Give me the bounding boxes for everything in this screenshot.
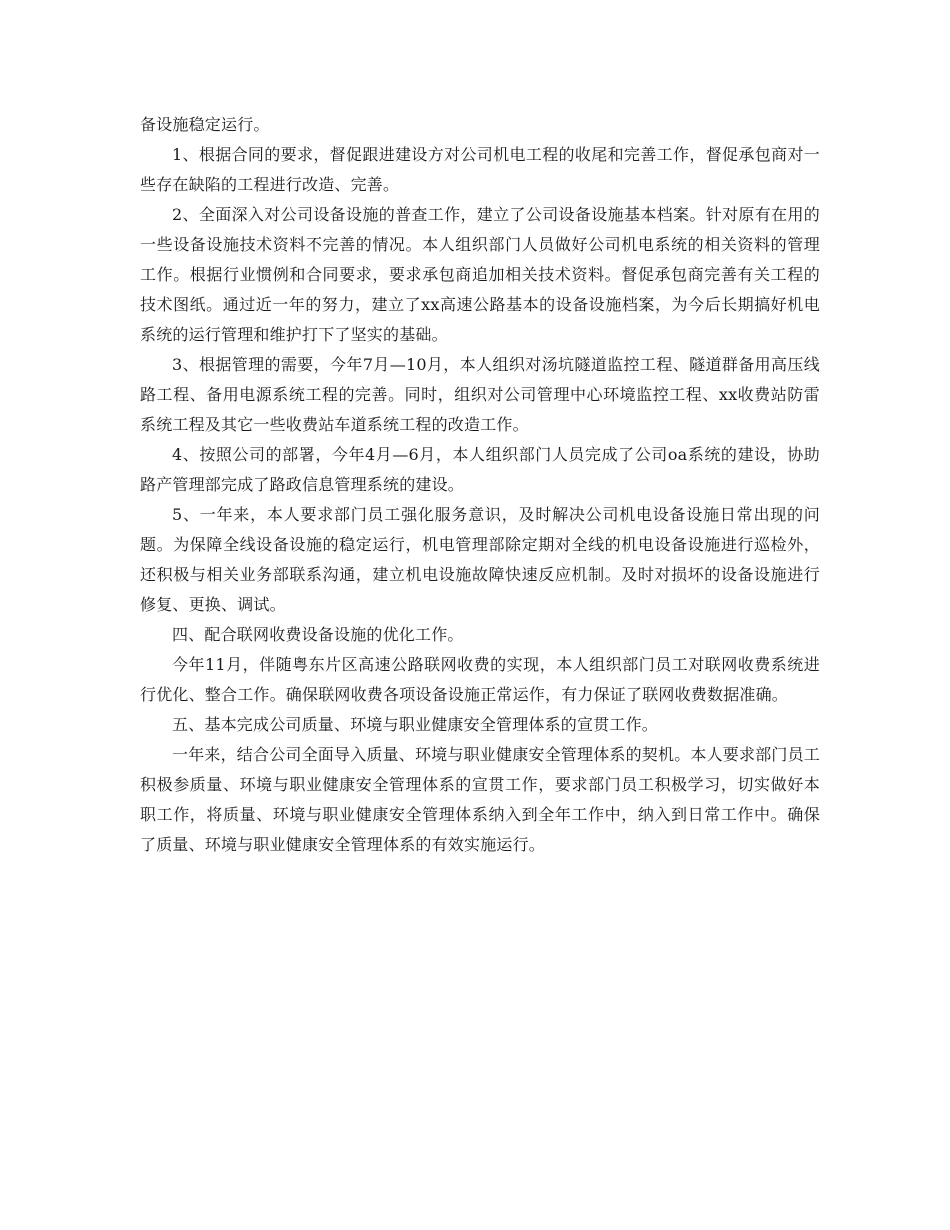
section-heading-4: 四、配合联网收费设备设施的优化工作。 [172,625,464,644]
paragraph-section-4-body: 今年11月，伴随粤东片区高速公路联网收费的实现，本人组织部门员工对联网收费系统进行优化、整合工作。确保联网收费各项设备设施正常运作，有力保证了联网收费数据准确。 [140,655,820,704]
paragraph-section-5-body: 一年来，结合公司全面导入质量、环境与职业健康安全管理体系的契机。本人要求部门员工积极参质量、环境与职业健康安全管理体系的宣贯工作，要求部门员工积极学习，切实做好本职工作，将质量、环境与职业健康安全管理体系纳入到全年工作中，纳入到日常工作中。确保了质量、环境与职业健康安全管理体系的有效实施运行。 [140,745,821,854]
paragraph-item-5: 5、一年来，本人要求部门员工强化服务意识，及时解决公司机电设备设施日常出现的问题。为保障全线设备设施的稳定运行，机电管理部除定期对全线的机电设备设施进行巡检外，还积极与相关业务部联系沟通，建立机电设施故障快速反应机制。及时对损坏的设备设施进行修复、更换、调试。 [140,505,820,614]
paragraph-item-1: 1、根据合同的要求，督促跟进建设方对公司机电工程的收尾和完善工作，督促承包商对一些存在缺陷的工程进行改造、完善。 [140,145,820,194]
paragraph-item-4: 4、按照公司的部署，今年4月—6月，本人组织部门人员完成了公司oa系统的建设，协助路产管理部完成了路政信息管理系统的建设。 [140,445,820,494]
document-page [140,110,820,860]
paragraph-item-3: 3、根据管理的需要，今年7月—10月，本人组织对汤坑隧道监控工程、隧道群备用高压线路工程、备用电源系统工程的完善。同时，组织对公司管理中心环境监控工程、xx收费站防雷系统工程及其它一些收费站车道系统工程的改造工作。 [140,355,820,434]
paragraph-item-2: 2、全面深入对公司设备设施的普查工作，建立了公司设备设施基本档案。针对原有在用的一些设备设施技术资料不完善的情况。本人组织部门人员做好公司机电系统的相关资料的管理工作。根据行业惯例和合同要求，要求承包商追加相关技术资料。督促承包商完善有关工程的技术图纸。通过近一年的努力，建立了xx高速公路基本的设备设施档案，为今后长期搞好机电系统的运行管理和维护打下了坚实的基础。 [140,205,820,344]
section-heading-5: 五、基本完成公司质量、环境与职业健康安全管理体系的宣贯工作。 [172,715,659,734]
paragraph-continuation: 备设施稳定运行。 [140,115,270,134]
